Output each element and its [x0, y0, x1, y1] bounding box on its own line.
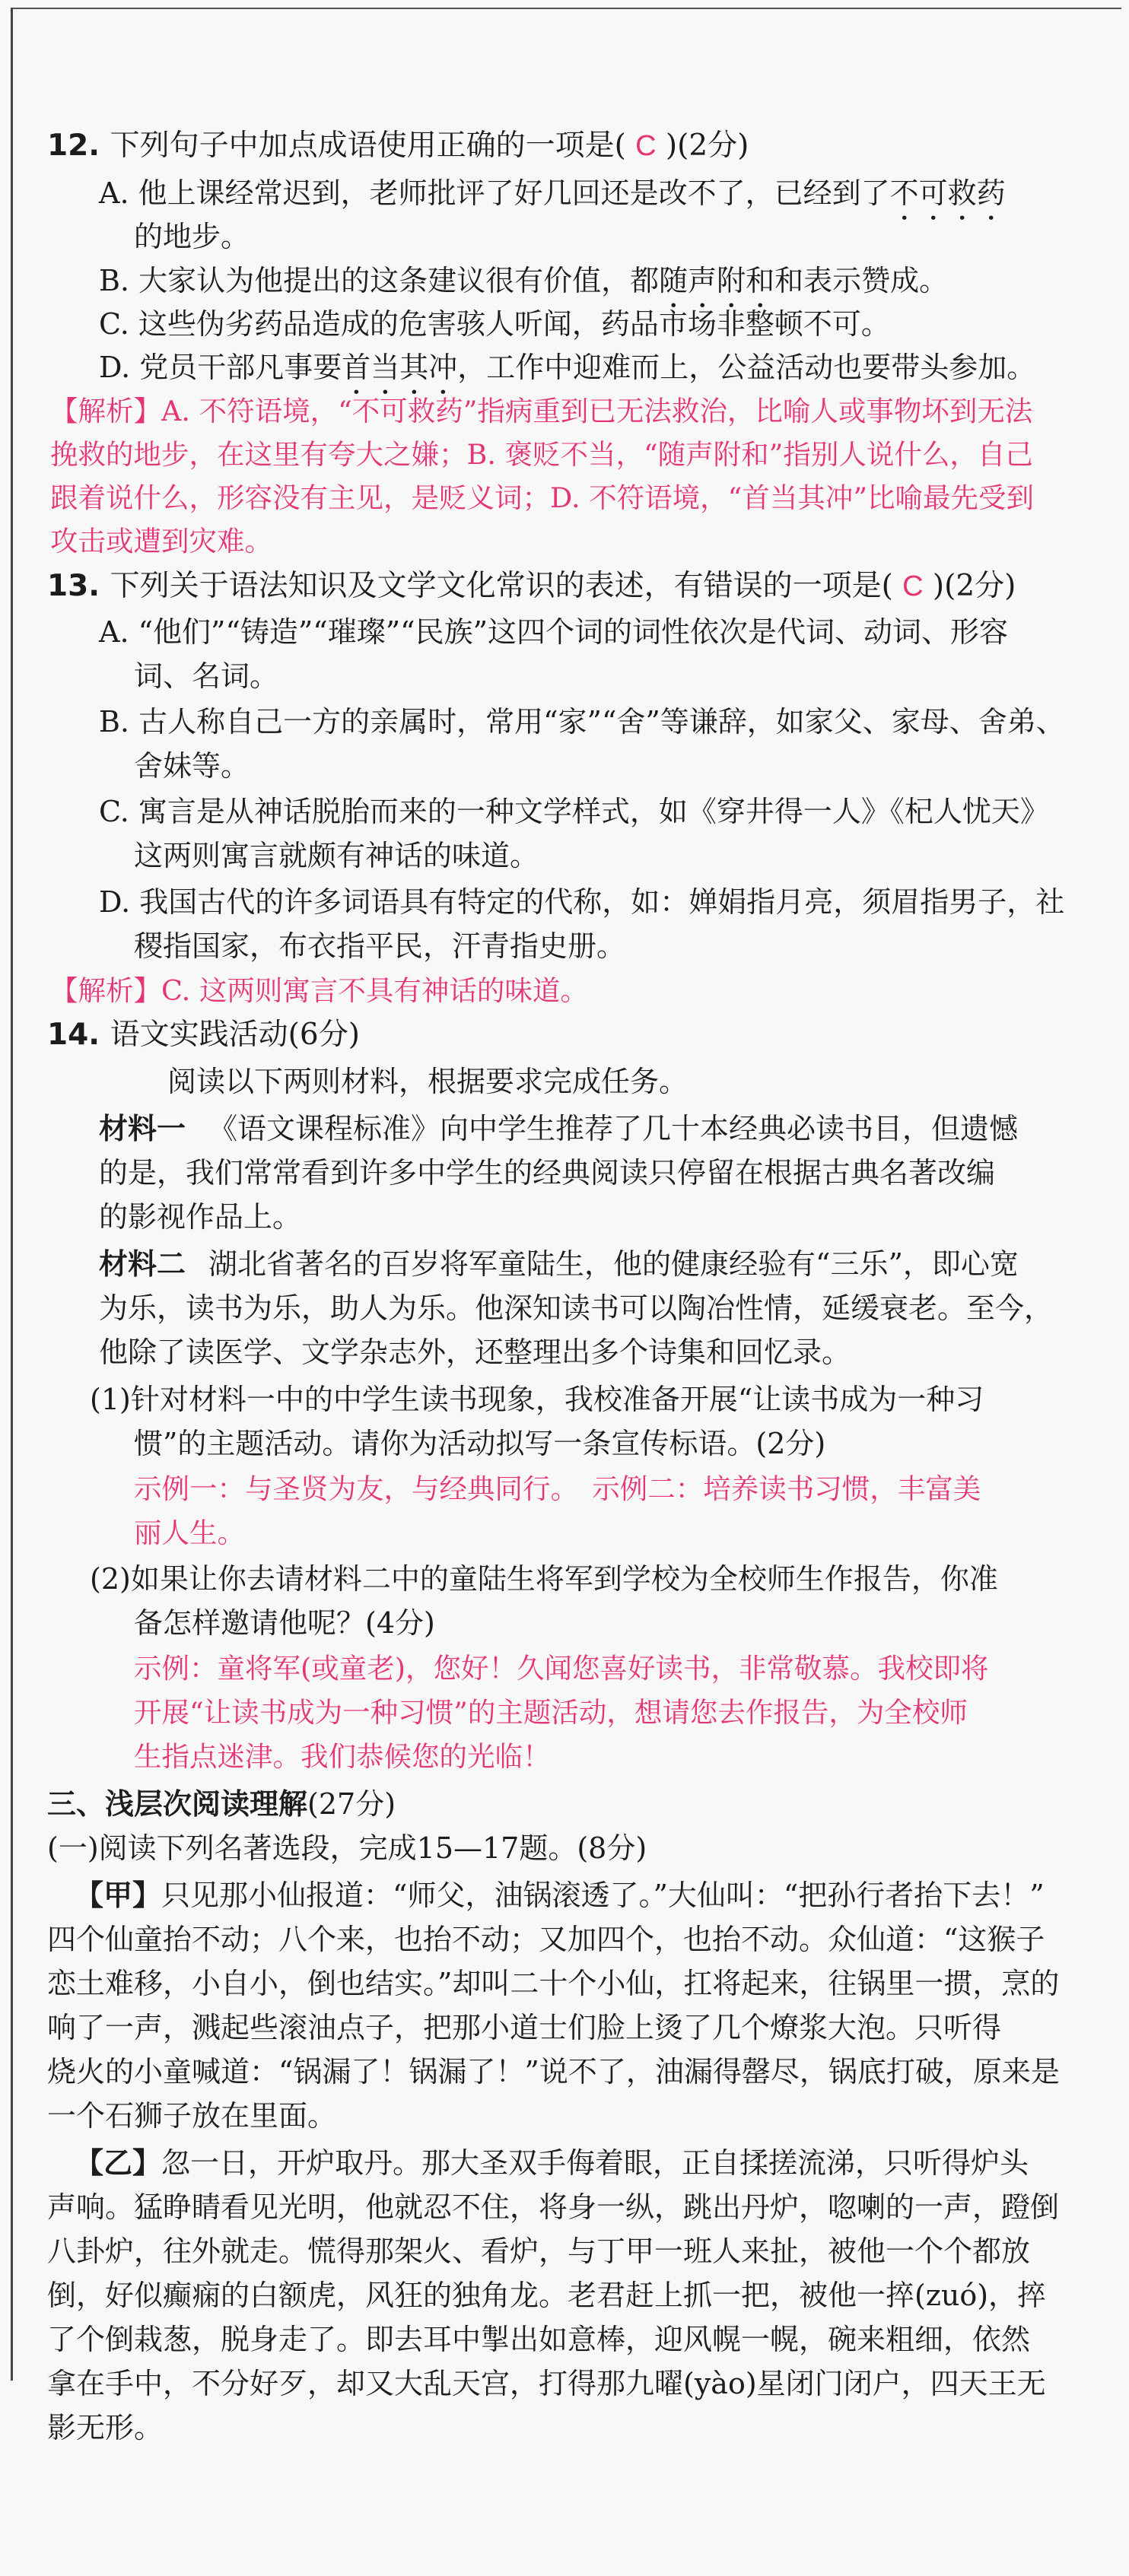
q13-option-c: C. 寓言是从神话脱胎而来的一种文学样式，如《穿井得一人》《杞人忧天》 — [99, 795, 1049, 828]
q14-intro: 阅读以下两则材料，根据要求完成任务。 — [167, 1065, 689, 1098]
q12-option-d: D. 党员干部凡事要首当其冲，工作中迎难而上，公益活动也要带头参加。 — [99, 351, 1036, 384]
q12-explanation-1: 【解析】A. 不符语境，“不可救药”指病重到已无法救治，比喻人或事物坏到无法 — [50, 395, 1033, 427]
q14-part1-line-2: 惯”的主题活动。请你为活动拟写一条宣传标语。(2分) — [134, 1427, 826, 1460]
q13-option-c-cont: 这两则寓言就颇有神话的味道。 — [134, 839, 539, 872]
q13-option-b-cont: 舍妹等。 — [134, 749, 250, 783]
q12-b-idiom: 随声附和 — [659, 264, 775, 297]
passage-jia-line-4: 响了一声，溅起些滚油点子，把那小道士们脸上烫了几个燎浆大泡。只听得 — [47, 2011, 1002, 2044]
top-rule — [11, 8, 1121, 9]
passage-yi-line-5: 了个倒栽葱，脱身走了。即去耳中掣出如意棒，迎风幌一幌，碗来粗细，依然 — [47, 2323, 1031, 2356]
q12-d-idiom: 首当其冲 — [342, 351, 458, 384]
q13-explanation: 【解析】C. 这两则寓言不具有神话的味道。 — [50, 974, 588, 1007]
passage-jia-line-3: 恋土难移，小自小，倒也结实。”却叫二十个小仙，扛将起来，往锅里一掼，烹的 — [47, 1967, 1060, 2000]
passage-yi-line-6: 拿在手中，不分好歹，却又大乱天宫，打得那九曜(yào)星闭门闭户，四天王无 — [47, 2367, 1046, 2400]
q14-part1-answer-1: 示例一：与圣贤为友，与经典同行。 示例二：培养读书习惯，丰富美 — [134, 1472, 981, 1505]
q14-stem: 14. 语文实践活动(6分) — [47, 1018, 360, 1052]
passage-yi-line-7: 影无形。 — [47, 2411, 164, 2444]
q12-option-a-cont: 的地步。 — [134, 220, 250, 253]
q13-answer: C — [902, 570, 924, 602]
q14-part1-answer-2: 丽人生。 — [134, 1517, 245, 1549]
q12-explanation-4: 攻击或遭到灾难。 — [50, 525, 272, 557]
q14-part2-line-1: (2)如果让你去请材料二中的童陆生将军到学校为全校师生作报告，你准 — [90, 1562, 998, 1596]
section-3-subtitle: (一)阅读下列名著选段，完成15—17题。(8分) — [47, 1831, 647, 1865]
q12-explanation-2: 挽救的地步，在这里有夸大之嫌；B. 褒贬不当，“随声附和”指别人说什么，自己 — [50, 438, 1033, 471]
section-3-title: 三、浅层次阅读理解(27分) — [47, 1787, 396, 1821]
q12-option-a: A. 他上课经常迟到，老师批评了好几回还是改不了，已经到了不可救药 — [99, 176, 1006, 210]
q12-answer: C — [635, 130, 657, 162]
q12-option-c: C. 这些伪劣药品造成的危害骇人听闻，药品市场非整顿不可。 — [99, 307, 890, 341]
q14-material-1-line-3: 的影视作品上。 — [99, 1200, 302, 1234]
q13-option-a: A. “他们”“铸造”“璀璨”“民族”这四个词的词性依次是代词、动词、形容 — [99, 615, 1009, 649]
q12-option-b: B. 大家认为他提出的这条建议很有价值，都随声附和和表示赞成。 — [99, 264, 949, 297]
q13-option-b: B. 古人称自己一方的亲属时，常用“家”“舍”等谦辞，如家父、家母、舍弟、 — [99, 705, 1065, 738]
passage-jia-line-1: 【甲】只见那小仙报道：“师父，油锅滚透了。”大仙叫：“把孙行者抬下去！” — [75, 1879, 1045, 1912]
passage-jia-line-5: 烧火的小童喊道：“锅漏了！锅漏了！”说不了，油漏得罄尽，锅底打破，原来是 — [47, 2055, 1060, 2088]
q12-dotted-idiom: 不可救药 — [889, 176, 1006, 210]
passage-yi-line-3: 八卦炉，往外就走。慌得那架火、看炉，与丁甲一班人来扯，被他一个个都放 — [47, 2235, 1031, 2268]
passage-jia-line-6: 一个石狮子放在里面。 — [47, 2099, 337, 2133]
q14-part2-answer-1: 示例：童将军(或童老)，您好！久闻您喜好读书，非常敬慕。我校即将 — [134, 1652, 989, 1685]
q13-option-d-cont: 稷指国家，布衣指平民，汗青指史册。 — [134, 929, 626, 963]
passage-yi-line-4: 倒，好似癫痫的白额虎，风狂的独角龙。老君赶上抓一把，被他一捽(zuó)，捽 — [47, 2279, 1047, 2312]
q14-material-2-line-3: 他除了读医学、文学杂志外，还整理出多个诗集和回忆录。 — [99, 1336, 851, 1369]
q14-material-2-line-2: 为乐，读书为乐，助人为乐。他深知读书可以陶冶性情，延缓衰老。至今， — [99, 1291, 1054, 1325]
q13-stem: 13. 下列关于语法知识及文学文化常识的表述，有错误的一项是( C )(2分) — [47, 567, 1016, 606]
q12-explanation-3: 跟着说什么，形容没有主见，是贬义词；D. 不符语境，“首当其冲”比喻最先受到 — [50, 481, 1034, 514]
q14-material-1-line-2: 的是，我们常常看到许多中学生的经典阅读只停留在根据古典名著改编 — [99, 1156, 996, 1190]
q14-part2-answer-2: 开展“让读书成为一种习惯”的主题活动，想请您去作报告，为全校师 — [134, 1696, 968, 1729]
q14-part2-line-2: 备怎样邀请他呢？(4分) — [134, 1606, 435, 1640]
passage-yi-line-2: 声响。猛睁睛看见光明，他就忍不住，将身一纵，跳出丹炉，唿喇的一声，蹬倒 — [47, 2190, 1060, 2224]
passage-yi-line-1: 【乙】忽一日，开炉取丹。那大圣双手侮着眼，正自揉搓流涕，只听得炉头 — [75, 2146, 1029, 2180]
q13-option-d: D. 我国古代的许多词语具有特定的代称，如：婵娟指月亮，须眉指男子，社 — [99, 885, 1065, 919]
q13-option-a-cont: 词、名词。 — [134, 659, 279, 693]
q14-part1-line-1: (1)针对材料一中的中学生读书现象，我校准备开展“让读书成为一种习 — [90, 1383, 984, 1416]
left-margin-rule — [11, 8, 13, 2381]
q14-material-1-line-1: 材料一 《语文课程标准》向中学生推荐了几十本经典必读书目，但遗憾 — [99, 1112, 1019, 1145]
q14-part2-answer-3: 生指点迷津。我们恭候您的光临！ — [134, 1740, 551, 1773]
q12-stem: 12. 下列句子中加点成语使用正确的一项是( C )(2分) — [47, 126, 749, 166]
passage-jia-line-2: 四个仙童抬不动；八个来，也抬不动；又加四个，也抬不动。众仙道：“这猴子 — [47, 1923, 1045, 1956]
q14-material-2-line-1: 材料二 湖北省著名的百岁将军童陆生，他的健康经验有“三乐”，即心宽 — [99, 1247, 1019, 1281]
